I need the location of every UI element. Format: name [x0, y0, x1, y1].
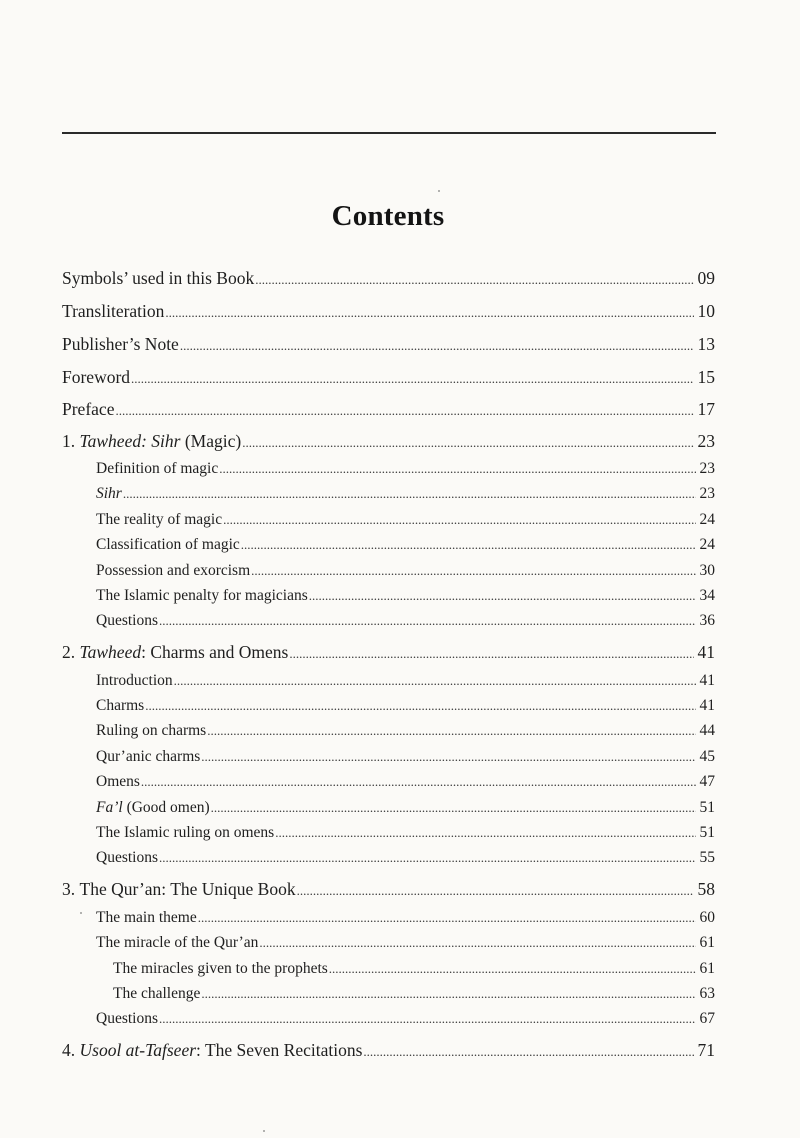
toc-entry-page: 41: [699, 697, 715, 714]
toc-entry-label: The reality of magic: [96, 511, 223, 528]
toc-entry-page: 41: [699, 672, 715, 689]
toc-entry-page: 51: [699, 824, 715, 841]
toc-entry-page: 24: [699, 536, 715, 553]
toc-entry[interactable]: [96, 612, 715, 630]
toc-entry-label: Questions: [96, 1010, 158, 1027]
paper-speck: [80, 912, 82, 914]
toc-entry[interactable]: [96, 511, 715, 529]
toc-entry-page: 24: [699, 511, 715, 528]
toc-chapter-entry[interactable]: [62, 642, 715, 663]
leader-dots: [259, 935, 695, 951]
toc-entry-page: 47: [699, 773, 715, 790]
toc-entry-label: Symbols’ used in this Book: [62, 268, 255, 288]
toc-entry-label: Classification of magic: [96, 536, 240, 553]
toc-entry-page: 17: [697, 399, 715, 419]
toc-chapter-entry[interactable]: [62, 431, 715, 452]
toc-entry-label: Charms: [96, 697, 145, 714]
toc-entry[interactable]: [96, 587, 715, 605]
toc-entry-page: 34: [699, 587, 715, 604]
leader-dots: [198, 910, 696, 926]
leader-dots: [219, 461, 695, 477]
chapter-number: 3.: [62, 879, 76, 899]
toc-entry-page: 36: [699, 612, 715, 629]
toc-entry-page: 15: [697, 367, 715, 387]
leader-dots: [363, 1044, 693, 1060]
toc-entry[interactable]: [62, 334, 715, 355]
toc-entry-label: The Islamic penalty for magicians: [96, 587, 308, 604]
toc-entry[interactable]: [96, 460, 715, 478]
toc-entry[interactable]: [96, 799, 715, 817]
toc-entry-label: [80, 1040, 363, 1061]
toc-entry-page: 67: [699, 1010, 715, 1027]
leader-dots: [141, 774, 696, 790]
toc-entry[interactable]: [96, 697, 715, 715]
toc-entry-label-rest: : Charms and Omens: [141, 642, 289, 662]
leader-dots: [159, 613, 696, 629]
toc-entry-label: Introduction: [96, 672, 173, 689]
leader-dots: [329, 961, 696, 977]
toc-entry-label: The miracles given to the prophets: [113, 960, 328, 977]
toc-entry[interactable]: [96, 485, 715, 503]
toc-entry-page: 58: [697, 879, 715, 899]
toc-entry-label: Preface: [62, 399, 115, 419]
leader-dots: [223, 512, 695, 528]
leader-dots: [297, 883, 694, 899]
toc-entry-label-rest: (Good omen): [122, 799, 210, 816]
toc-entry-label: The challenge: [113, 985, 201, 1002]
toc-entry[interactable]: [96, 773, 715, 791]
leader-dots: [242, 435, 693, 451]
leader-dots: [201, 749, 695, 765]
toc-entry[interactable]: [113, 960, 715, 978]
toc-entry-label-rest: (Magic): [180, 431, 242, 451]
toc-entry-label: Definition of magic: [96, 460, 219, 477]
toc-entry-label: Questions: [96, 612, 158, 629]
toc-entry-label: Qur’anic charms: [96, 748, 201, 765]
toc-entry[interactable]: [113, 985, 715, 1003]
toc-entry-label: Foreword: [62, 367, 131, 387]
toc-entry-label: Possession and exorcism: [96, 562, 251, 579]
toc-entry-page: 13: [697, 334, 715, 354]
toc-chapter-entry[interactable]: [62, 1040, 715, 1061]
leader-dots: [251, 563, 695, 579]
toc-entry-page: 23: [697, 431, 715, 451]
leader-dots: [255, 272, 693, 288]
toc-entry-page: 10: [697, 301, 715, 321]
chapter-number: 2.: [62, 642, 76, 662]
toc-entry[interactable]: [96, 824, 715, 842]
toc-entry-page: 45: [699, 748, 715, 765]
toc-entry[interactable]: [96, 909, 715, 927]
toc-chapter-entry[interactable]: [62, 879, 715, 900]
leader-dots: [145, 698, 695, 714]
toc-entry-label: Questions: [96, 849, 158, 866]
toc-entry-label-italic: Usool at-Tafseer: [79, 1040, 197, 1060]
leader-dots: [174, 673, 696, 689]
toc-entry-label: The Qur’an: The Unique Book: [79, 879, 296, 899]
paper-speck: [438, 190, 440, 192]
leader-dots: [159, 850, 696, 866]
leader-dots: [180, 338, 694, 354]
toc-entry-label: The main theme: [96, 909, 197, 926]
leader-dots: [123, 486, 696, 502]
toc-entry-label: Sihr: [96, 485, 122, 502]
toc-entry-label-rest: : The Seven Recitations: [196, 1040, 363, 1060]
toc-entry-label: Omens: [96, 773, 140, 790]
toc-entry[interactable]: [96, 849, 715, 867]
toc-entry-label-italic: Fa’l: [96, 799, 123, 816]
toc-entry-page: 51: [699, 799, 715, 816]
toc-entry-page: 23: [699, 485, 715, 502]
page-title: Contents: [331, 200, 445, 232]
leader-dots: [159, 1011, 696, 1027]
toc-entry-label: The Islamic ruling on omens: [96, 824, 275, 841]
toc-entry-label: Ruling on charms: [96, 722, 207, 739]
leader-dots: [275, 825, 695, 841]
leader-dots: [115, 403, 693, 419]
toc-entry[interactable]: [62, 301, 715, 322]
toc-entry-page: 44: [699, 722, 715, 739]
toc-entry[interactable]: [62, 399, 715, 420]
leader-dots: [309, 588, 696, 604]
toc-entry-page: 71: [697, 1040, 715, 1060]
leader-dots: [241, 537, 696, 553]
leader-dots: [207, 723, 695, 739]
toc-entry[interactable]: [96, 722, 715, 740]
toc-entry-label: [80, 642, 289, 663]
toc-entry[interactable]: [62, 367, 715, 388]
toc-entry[interactable]: [96, 536, 715, 554]
toc-entry-label: [96, 799, 210, 817]
leader-dots: [165, 305, 693, 321]
toc-entry-page: 61: [699, 934, 715, 951]
leader-dots: [201, 986, 695, 1002]
toc-entry[interactable]: [62, 268, 715, 289]
toc-entry-label-italic: Tawheed: [79, 642, 142, 662]
leader-dots: [131, 371, 693, 387]
leader-dots: [289, 646, 693, 662]
toc-entry[interactable]: [96, 934, 715, 952]
toc-entry-label: The miracle of the Qur’an: [96, 934, 259, 951]
toc-entry[interactable]: [96, 672, 715, 690]
toc-entry-page: 09: [697, 268, 715, 288]
toc-entry-label-italic: Tawheed: Sihr: [79, 431, 181, 451]
chapter-number: 1.: [62, 431, 76, 451]
toc-entry-page: 30: [699, 562, 715, 579]
toc-entry[interactable]: [96, 1010, 715, 1028]
toc-entry-page: 61: [699, 960, 715, 977]
toc-entry-label: Transliteration: [62, 301, 165, 321]
leader-dots: [211, 800, 696, 816]
toc-entry-page: 55: [699, 849, 715, 866]
toc-entry[interactable]: [96, 562, 715, 580]
toc-entry-page: 60: [699, 909, 715, 926]
toc-entry-label: Publisher’s Note: [62, 334, 179, 354]
toc-entry-page: 41: [697, 642, 715, 662]
chapter-number: 4.: [62, 1040, 76, 1060]
toc-entry-page: 23: [699, 460, 715, 477]
toc-entry[interactable]: [96, 748, 715, 766]
paper-speck: [263, 1130, 265, 1132]
toc-entry-page: 63: [699, 985, 715, 1002]
toc-entry-label: [80, 431, 242, 452]
